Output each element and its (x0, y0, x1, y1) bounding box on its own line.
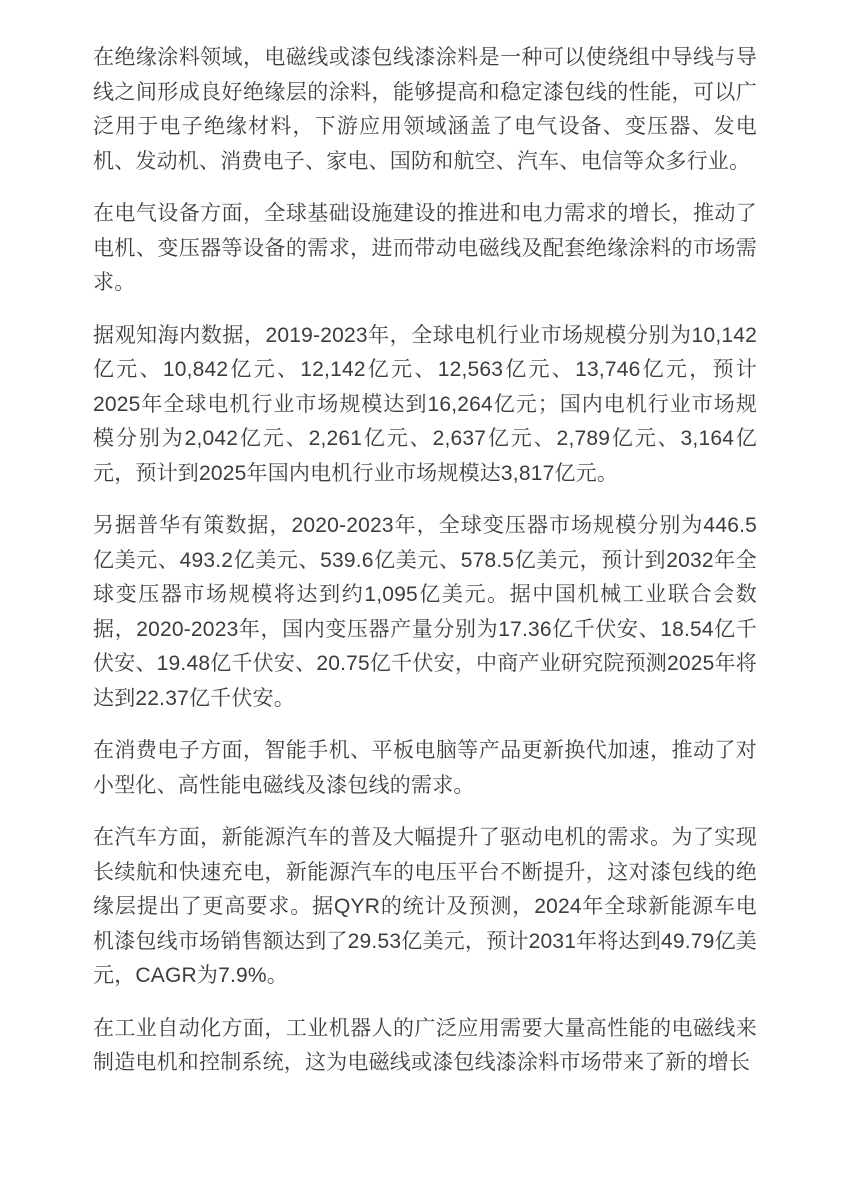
paragraph-motor-market-data: 据观知海内数据，2019-2023年，全球电机行业市场规模分别为10,142亿元、10,842亿元、12,142亿元、12,563亿元、13,746亿元，预计2025年全球电机行业市场规模达到16,264亿元；国内电机行业市场规模分别为2,042亿元、2,261亿元、2,637亿元、2,789亿元、3,164亿元，预计到2025年国内电机行业市场规模达3,817亿元。 (93, 323, 757, 485)
paragraph-industry-overview: 在绝缘涂料领域，电磁线或漆包线漆涂料是一种可以使绕组中导线与导线之间形成良好绝缘层的涂料，能够提高和稳定漆包线的性能，可以广泛用于电子绝缘材料，下游应用领域涵盖了电气设备、变压器、发电机、发动机、消费电子、家电、国防和航空、汽车、电信等众多行业。 (93, 46, 757, 173)
paragraph-industrial-automation: 在工业自动化方面，工业机器人的广泛应用需要大量高性能的电磁线来制造电机和控制系统，这为电磁线或漆包线漆涂料市场带来了新的增长 (93, 1016, 757, 1074)
paragraph-automotive-nev: 在汽车方面，新能源汽车的普及大幅提升了驱动电机的需求。为了实现长续航和快速充电，新能源汽车的电压平台不断提升，这对漆包线的绝缘层提出了更高要求。据QYR的统计及预测，2024年全球新能源车电机漆包线市场销售额达到了29.53亿美元，预计2031年将达到49.79亿美元，CAGR为7.9%。 (93, 826, 757, 987)
paragraph-consumer-electronics: 在消费电子方面，智能手机、平板电脑等产品更新换代加速，推动了对小型化、高性能电磁线及漆包线的需求。 (93, 739, 757, 797)
paragraph-electrical-equipment: 在电气设备方面，全球基础设施建设的推进和电力需求的增长，推动了电机、变压器等设备的需求，进而带动电磁线及配套绝缘涂料的市场需求。 (93, 202, 757, 294)
paragraph-transformer-market-data: 另据普华有策数据，2020-2023年，全球变压器市场规模分别为446.5亿美元、493.2亿美元、539.6亿美元、578.5亿美元，预计到2032年全球变压器市场规模将达到约1,095亿美元。据中国机械工业联合会数据，2020-2023年，国内变压器产量分别为17.36亿千伏安、18.54亿千伏安、19.48亿千伏安、20.75亿千伏安，中商产业研究院预测2025年将达到22.37亿千伏安。 (93, 514, 757, 710)
